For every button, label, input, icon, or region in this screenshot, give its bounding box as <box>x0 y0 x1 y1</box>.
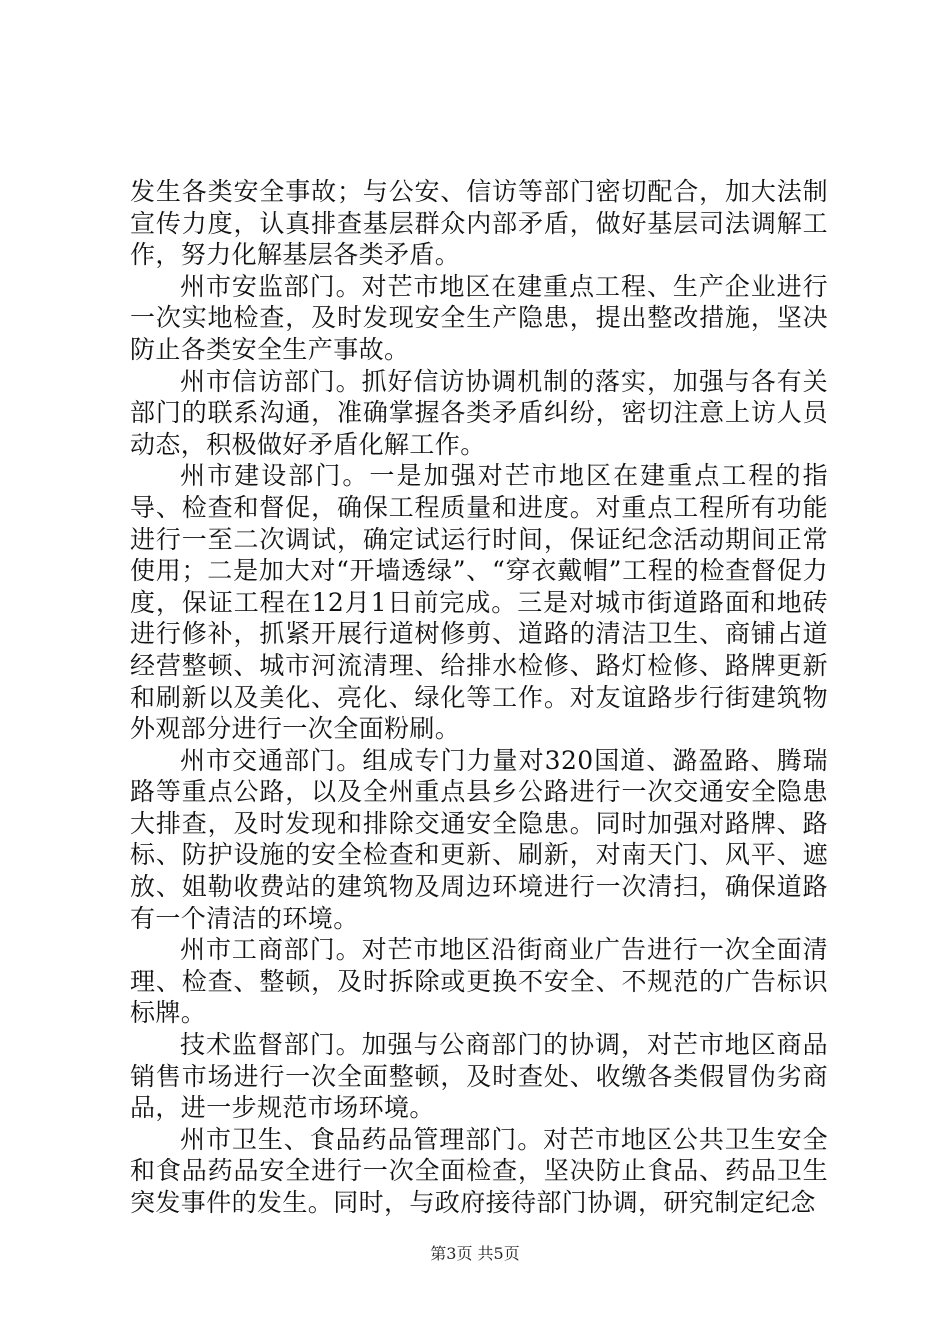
paragraph-continuation: 发生各类安全事故；与公安、信访等部门密切配合，加大法制宣传力度，认真排查基层群众内部矛盾，做好基层司法调解工作，努力化解基层各类矛盾。 <box>130 177 828 270</box>
paragraph-safety-supervision: 州市安监部门。对芒市地区在建重点工程、生产企业进行一次实地检查，及时发现安全生产隐患，提出整改措施，坚决防止各类安全生产事故。 <box>130 271 828 364</box>
paragraph-technical-supervision: 技术监督部门。加强与公商部门的协调，对芒市地区商品销售市场进行一次全面整顿，及时查处、收缴各类假冒伪劣商品，进一步规范市场环境。 <box>130 1030 828 1123</box>
paragraph-industry-commerce: 州市工商部门。对芒市地区沿街商业广告进行一次全面清理、检查、整顿，及时拆除或更换不安全、不规范的广告标识标牌。 <box>130 935 828 1028</box>
paragraph-health-food-drug: 州市卫生、食品药品管理部门。对芒市地区公共卫生安全和食品药品安全进行一次全面检查，坚决防止食品、药品卫生突发事件的发生。同时，与政府接待部门协调，研究制定纪念 <box>130 1124 828 1217</box>
paragraph-transportation: 州市交通部门。组成专门力量对320国道、潞盈路、腾瑞路等重点公路，以及全州重点县乡公路进行一次交通安全隐患大排查，及时发现和排除交通安全隐患。同时加强对路牌、路标、防护设施的安全检查和更新、刷新，对南天门、风平、遮放、姐勒收费站的建筑物及周边环境进行一次清扫，确保道路有一个清洁的环境。 <box>130 745 828 933</box>
page-footer: 第3页 共5页 <box>430 1244 520 1263</box>
paragraph-petition: 州市信访部门。抓好信访协调机制的落实，加强与各有关部门的联系沟通，准确掌握各类矛盾纠纷，密切注意上访人员动态，积极做好矛盾化解工作。 <box>130 366 828 459</box>
document-body <box>130 176 828 1219</box>
paragraph-construction: 州市建设部门。一是加强对芒市地区在建重点工程的指导、检查和督促，确保工程质量和进度。对重点工程所有功能进行一至二次调试，确定试运行时间，保证纪念活动期间正常使用；二是加大对“开墙透绿”、“穿衣戴帽”工程的检查督促力度，保证工程在12月1日前完成。三是对城市街道路面和地砖进行修补，抓紧开展行道树修剪、道路的清洁卫生、商铺占道经营整顿、城市河流清理、给排水检修、路灯检修、路牌更新和刷新以及美化、亮化、绿化等工作。对友谊路步行街建筑物外观部分进行一次全面粉刷。 <box>130 461 828 744</box>
